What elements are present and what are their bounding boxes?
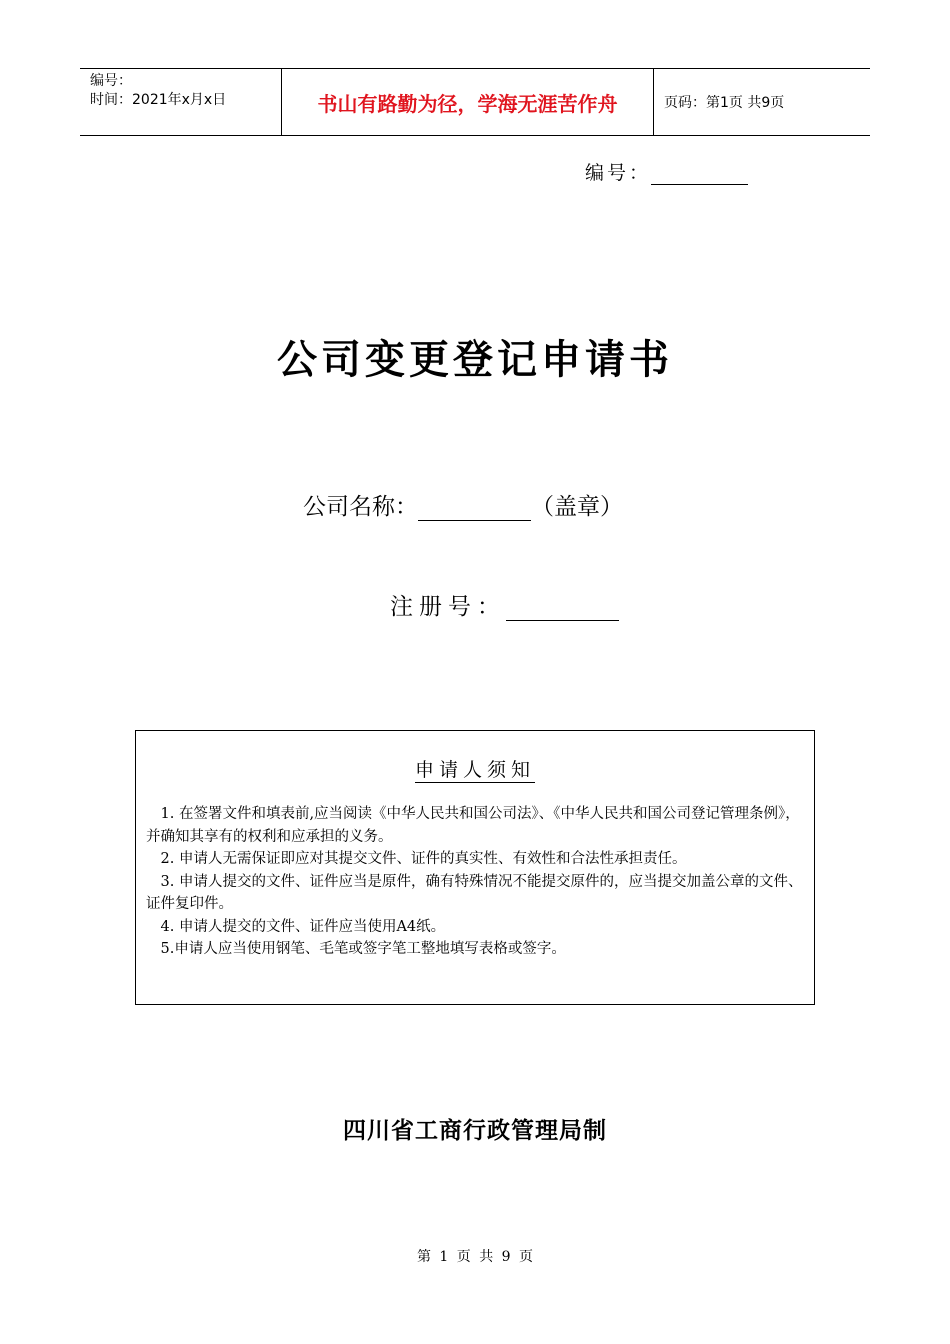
company-name-line — [303, 488, 623, 521]
doc-number-line — [585, 158, 748, 185]
header-meta-cell — [80, 69, 281, 135]
notice-heading — [136, 755, 814, 782]
notice-item: 1. 在签署文件和填表前,应当阅读《中华人民共和国公司法》、《中华人民共和国公司登记管理条例》，并确知其享有的权利和应承担的义务。 — [146, 806, 800, 845]
header-number-label: 编号： — [90, 73, 132, 89]
company-seal-label: （盖章） — [531, 494, 623, 520]
notice-item: 4. 申请人提交的文件、证件应当使用A4纸。 — [160, 918, 446, 935]
header-table — [80, 68, 870, 136]
doc-number-blank[interactable] — [651, 164, 748, 185]
header-page-info: 页码：第1页 共9页 — [664, 95, 785, 111]
notice-item: 5.申请人应当使用钢笔、毛笔或签字笔工整地填写表格或签字。 — [160, 941, 566, 957]
header-motto: 书山有路勤为径，学海无涯苦作舟 — [281, 69, 654, 135]
registration-label: 注册号： — [390, 594, 506, 620]
notice-item: 3. 申请人提交的文件、证件应当是原件，确有特殊情况不能提交原件的，应当提交加盖公章的文件、证件复印件。 — [146, 873, 803, 912]
notice-list — [146, 803, 808, 961]
registration-line — [390, 588, 619, 621]
page-number-footer: 第 1 页 共 9 页 — [416, 1249, 534, 1265]
registration-blank[interactable] — [506, 594, 619, 621]
company-name-label: 公司名称： — [303, 494, 418, 520]
header-time-label: 时间：2021年x月x日 — [90, 92, 227, 108]
notice-heading-text: 申请人须知 — [414, 759, 535, 781]
applicant-notice-box — [135, 730, 815, 1005]
page-title: 公司变更登记申请书 — [277, 336, 673, 383]
company-name-blank[interactable] — [418, 494, 531, 521]
notice-item: 2. 申请人无需保证即应对其提交文件、证件的真实性、有效性和合法性承担责任。 — [160, 851, 687, 867]
issuing-authority: 四川省工商行政管理局制 — [343, 1118, 607, 1144]
doc-number-label: 编号： — [585, 162, 652, 184]
